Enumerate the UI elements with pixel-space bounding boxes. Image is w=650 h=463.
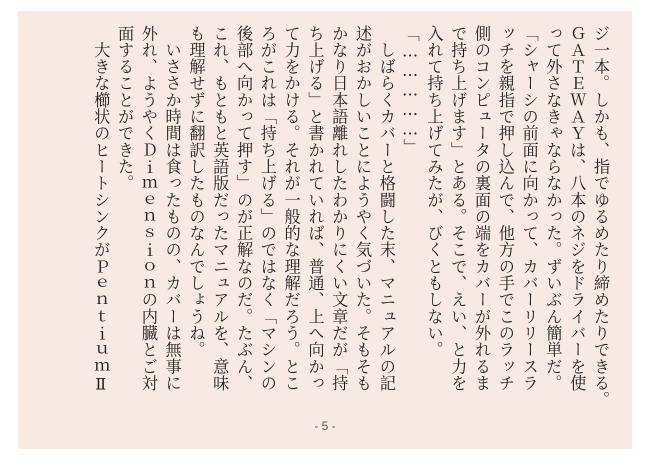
text-line: ッチを親指で押し込んで、他方の手でこのラッチ	[495, 25, 515, 392]
text-line: 外れ、ようやくＤｉｍｅｎｓｉｏｎの内臓とご対	[138, 25, 158, 392]
page-number: - 5 -	[314, 419, 336, 433]
text-line: これ、もともと英語版だったマニュアルを、意味	[210, 25, 230, 392]
text-line: 入れて持ち上げてみたが、びくともしない。	[424, 25, 444, 358]
vertical-text-body	[88, 25, 612, 409]
text-line: ろがこれは「持ち上げる」のではなく「マシンの	[257, 25, 277, 392]
text-line: 「シャーシの前面に向かって、カバーリリースラ	[519, 25, 539, 392]
book-page	[18, 11, 632, 449]
text-line: いささか時間は食ったものの、カバーは無事に	[162, 25, 182, 392]
text-line: かなり日本語離れしたわかりにくい文章だが「持	[329, 25, 349, 392]
text-line: 側のコンピュータの裏面の端をカバーが外れるま	[472, 25, 492, 392]
text-line: 後部へ向かって押す」のが正解なのだ。たぶん、	[234, 25, 254, 392]
text-line: で持ち上げます」とある。そこで、えい、と力を	[448, 25, 468, 392]
text-line: 大きな櫛状のヒートシンクがＰｅｎｔｉｕｍⅡ	[91, 25, 111, 395]
text-line: しばらくカバーと格闘した末、マニュアルの記	[376, 25, 396, 392]
text-line: 面することができた。	[115, 25, 135, 192]
text-line: も理解せずに翻訳したものなんでしょうね。	[186, 25, 206, 358]
text-line: 述がおかしいことにようやく気づいた。そもそも	[353, 25, 373, 392]
text-line: ち上げる」と書かれていれば、普通、上へ向かっ	[305, 25, 325, 392]
text-line: 「……………」	[400, 25, 420, 156]
text-line: って外さなきゃならなかった。ずいぶん簡単だ。	[543, 25, 563, 392]
text-line: て力をかける。それが一般的な理解だろう。とこ	[281, 25, 301, 392]
text-line: ＧＡＴＥＷＡＹは、八本のネジをドライバーを使	[567, 25, 587, 392]
text-line: ジ一本。しかも、指でゆるめたり締めたりできる。	[591, 25, 610, 408]
